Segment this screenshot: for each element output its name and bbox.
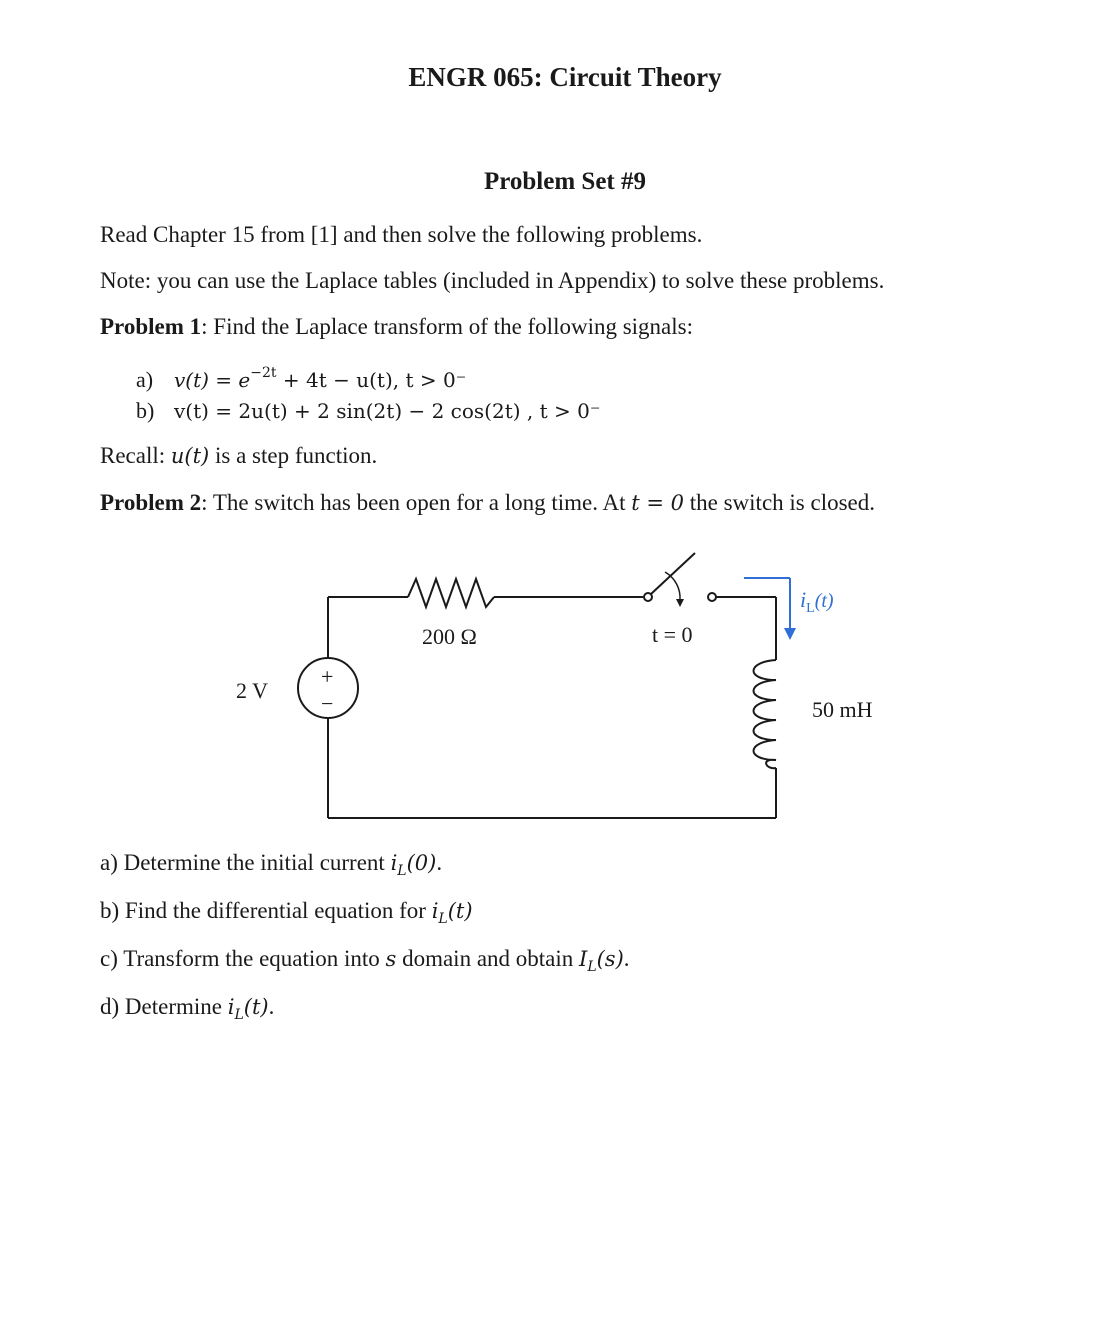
current-label: $i_L(t)$ — [800, 587, 834, 616]
switch-fixed-contact — [708, 593, 716, 601]
current-arrow-head — [784, 628, 796, 640]
inductor-coil-symbol — [754, 660, 777, 768]
reading-instruction: Read Chapter 15 from [1] and then solve the following problems. — [100, 222, 703, 247]
source-plus-sign: + — [321, 664, 334, 689]
switch-blade — [651, 553, 695, 594]
source-voltage-label: 2 V — [236, 678, 268, 703]
problem-set-title: Problem Set #9 — [483, 168, 646, 195]
switch-time-label: t = 0 — [652, 622, 693, 647]
resistor-symbol — [408, 579, 494, 607]
item-b-label: b) — [136, 398, 155, 423]
question-d: d) Determine $i_L(t)$. — [100, 994, 275, 1023]
switch-motion-arrowhead — [676, 599, 684, 607]
question-b: b) Find the differential equation for $i_L(t)$ — [100, 898, 473, 927]
problem-1-text: : Find the Laplace transform of the following signals: — [201, 314, 693, 339]
problem-2-statement: Problem 2: The switch has been open for a long time. At t = 0 the switch is closed. — [100, 490, 875, 515]
switch-motion-arc — [665, 572, 680, 600]
item-a-expression: $v(t) = e^{-2t} + 4t - u(t)$, t > 0⁻ — [174, 365, 467, 392]
appendix-note: Note: you can use the Laplace tables (included in Appendix) to solve these problems. — [100, 268, 885, 293]
question-a: a) Determine the initial current $i_L(0)$. — [100, 850, 443, 879]
resistor-label: 200 Ω — [422, 624, 477, 649]
item-a-label: a) — [136, 367, 154, 392]
switch-pivot-contact — [644, 593, 652, 601]
source-minus-sign: − — [321, 691, 334, 716]
question-c: c) Transform the equation into s domain and obtain $I_L(s)$. — [100, 946, 630, 975]
item-b-expression: v(t) = 2u(t) + 2 sin(2t) − 2 cos(2t) , t > 0⁻ — [174, 399, 601, 423]
inductor-label: 50 mH — [812, 697, 873, 722]
course-title: ENGR 065: Circuit Theory — [408, 62, 722, 92]
problem-2-label: Problem 2 — [100, 490, 202, 515]
recall-note: Recall: u(t) is a step function. — [100, 443, 378, 468]
problem-1-label: Problem 1 — [100, 314, 202, 339]
